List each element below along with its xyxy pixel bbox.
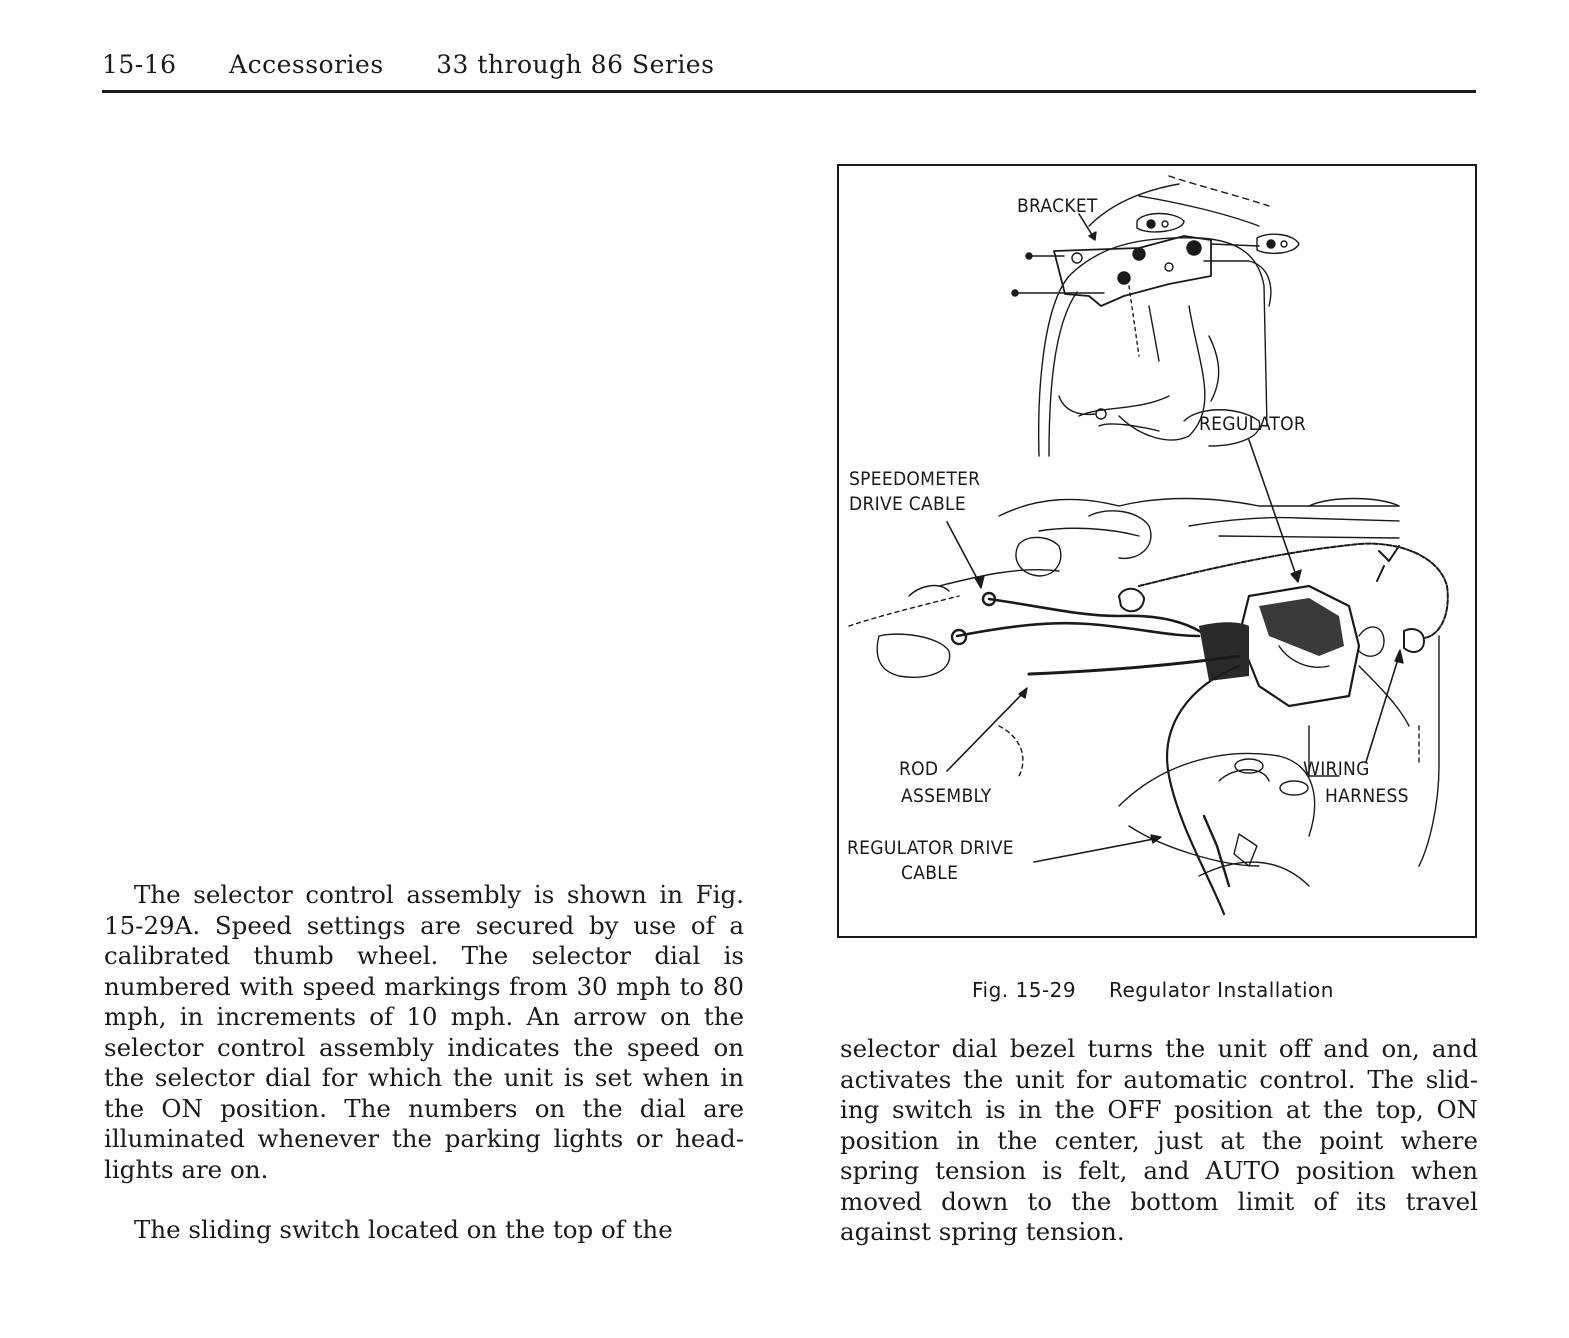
label-regulator-drive-cable-line-1: REGULATOR DRIVE [847,837,1014,859]
figure-caption [972,978,1334,1002]
paragraph-selector-control: The selector control assembly is shown in Fig. 15-29A. Speed settings are secured by use of a calibrated thumb wheel. The selector dial is numbered with speed markings from 30 mph to 80 mph, in increments of 10 mph. An arrow on the selector control assembly indicates the speed on the selector dial for which the unit is set when in the ON position. The numbers on the dial are illuminated whenever the parking lights or head-lights are on. [104,880,744,1184]
label-wiring-harness-line-2: HARNESS [1325,785,1409,807]
label-speedometer-drive-cable-line-2: DRIVE CABLE [849,493,966,515]
label-bracket: BRACKET [1017,195,1098,217]
page-number: 15-16 [102,50,177,79]
right-column [840,1034,1478,1248]
figure-title: Regulator Installation [1109,978,1334,1002]
label-wiring-harness-line-1: WIRING [1303,758,1370,780]
paragraph-sliding-switch: The sliding switch located on the top of the [134,1215,673,1244]
paragraph-selector-dial-bezel: selector dial bezel turns the unit off and on, and activates the unit for automatic control. The slid-ing switch is in the OFF position at the top, ON position in the center, just at the point where spring tension is felt, and AUTO position when moved down to the bottom limit of its travel against spring tension. [840,1034,1478,1246]
label-speedometer-drive-cable-line-1: SPEEDOMETER [849,468,981,490]
figure-regulator-installation [837,164,1477,938]
series-title: 33 through 86 Series [436,50,715,79]
label-regulator: REGULATOR [1199,413,1307,435]
figure-number: Fig. 15-29 [972,978,1077,1002]
label-rod-assembly-line-1: ROD [899,758,939,780]
header-rule [102,90,1476,93]
label-regulator-drive-cable-line-2: CABLE [901,862,959,884]
left-column [104,880,744,1246]
section-title: Accessories [229,50,384,79]
regulator-installation-illustration [839,166,1475,936]
running-header [102,50,714,79]
label-rod-assembly-line-2: ASSEMBLY [901,785,992,807]
